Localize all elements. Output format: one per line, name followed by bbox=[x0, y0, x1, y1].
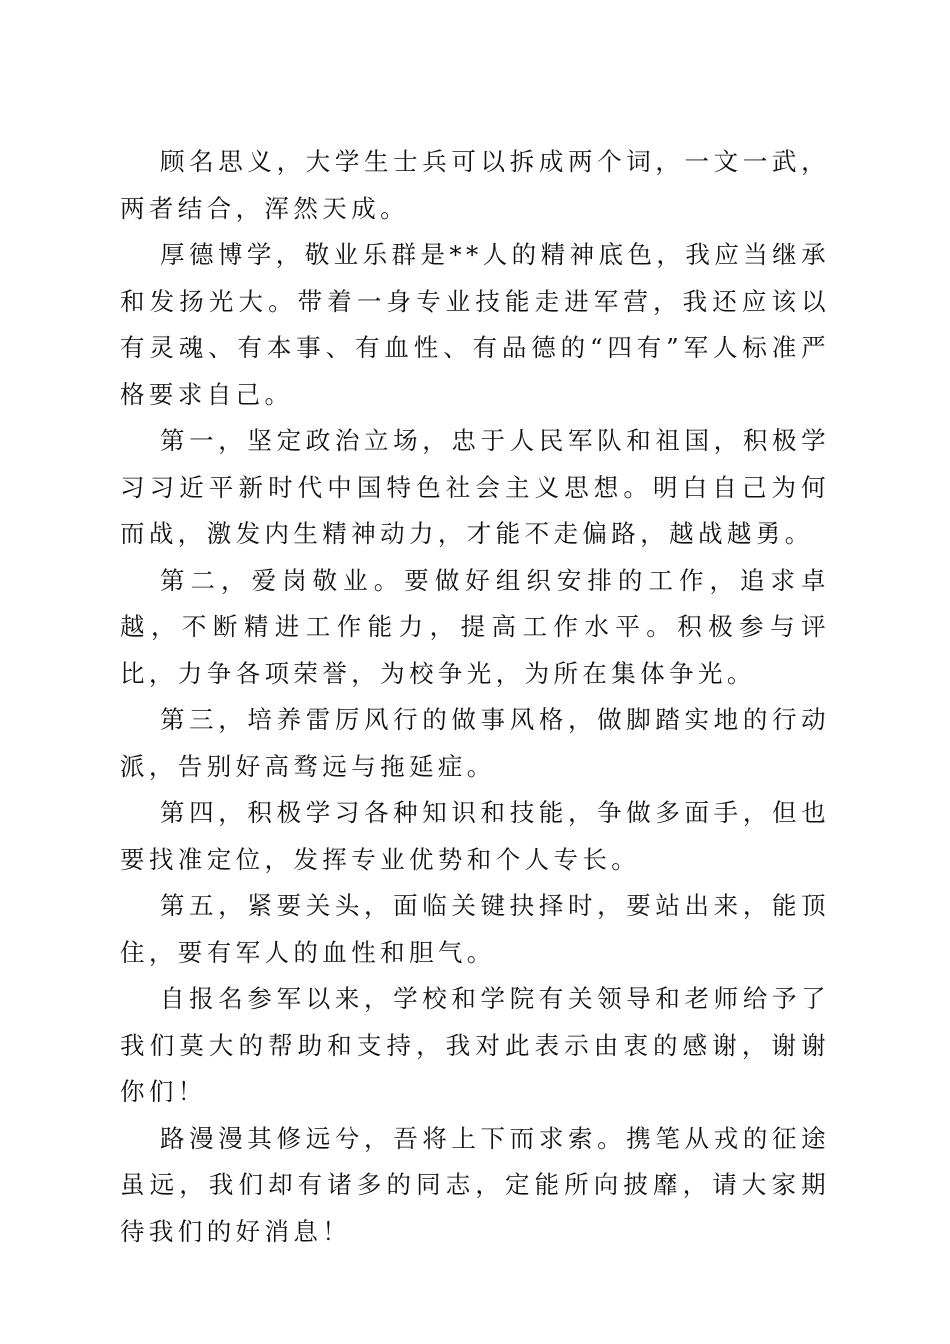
paragraph-point-2: 第二，爱岗敬业。要做好组织安排的工作，追求卓越，不断精进工作能力，提高工作水平。积极参与评比，力争各项荣誉，为校争光，为所在集体争光。 bbox=[120, 565, 830, 688]
paragraph-point-5: 第五，紧要关头，面临关键抉择时，要站出来，能顶住，要有军人的血性和胆气。 bbox=[120, 891, 830, 967]
paragraph-point-4: 第四，积极学习各种知识和技能，争做多面手，但也要找准定位，发挥专业优势和个人专长。 bbox=[120, 798, 830, 874]
paragraph-closing: 路漫漫其修远兮，吾将上下而求索。携笔从戎的征途虽远，我们却有诸多的同志，定能所向披靡，请大家期待我们的好消息！ bbox=[120, 1123, 830, 1246]
paragraph-spirit: 厚德博学，敬业乐群是**人的精神底色，我应当继承和发扬光大。带着一身专业技能走进军营，我还应该以有灵魂、有本事、有血性、有品德的“四有”军人标准严格要求自己。 bbox=[120, 240, 830, 409]
document-body bbox=[120, 139, 830, 1255]
paragraph-point-1: 第一，坚定政治立场，忠于人民军队和祖国，积极学习习近平新时代中国特色社会主义思想。明白自己为何而战，激发内生精神动力，才能不走偏路，越战越勇。 bbox=[120, 426, 830, 548]
paragraph-point-3: 第三，培养雷厉风行的做事风格，做脚踏实地的行动派，告别好高骛远与拖延症。 bbox=[120, 705, 830, 781]
paragraph-thanks: 自报名参军以来，学校和学院有关领导和老师给予了我们莫大的帮助和支持，我对此表示由衷的感谢，谢谢你们！ bbox=[120, 984, 830, 1106]
paragraph-intro: 顾名思义，大学生士兵可以拆成两个词，一文一武，两者结合，浑然天成。 bbox=[120, 147, 830, 223]
